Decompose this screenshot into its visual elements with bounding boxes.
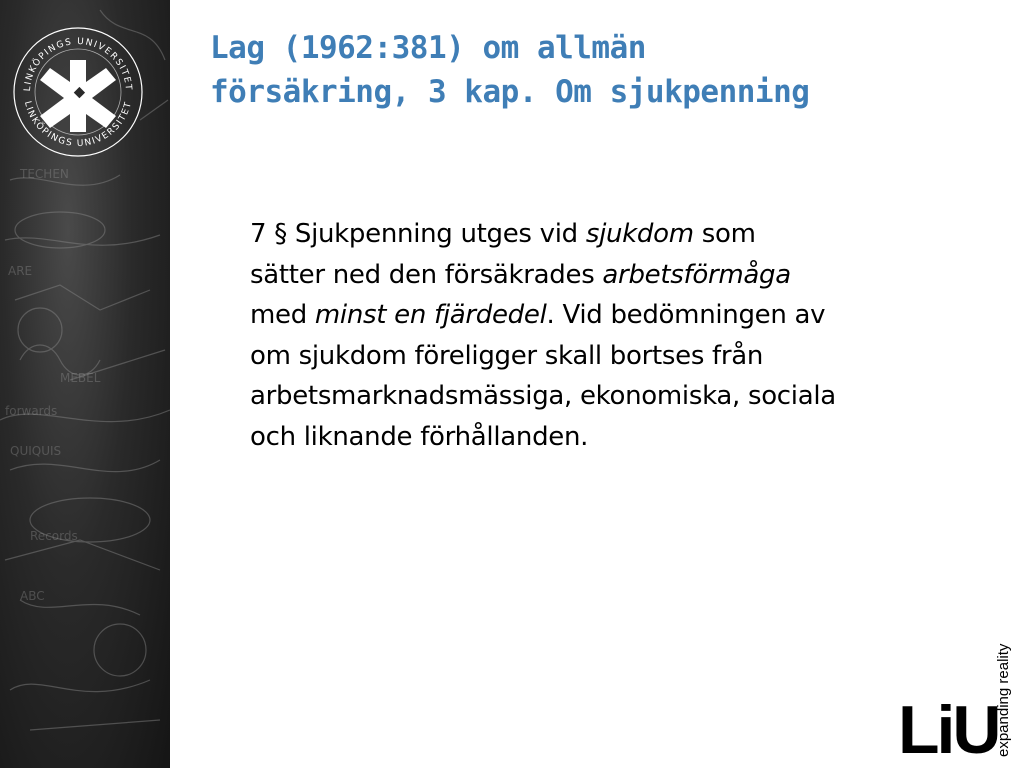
paragraph-line: om sjukdom föreligger skall bortses från — [250, 340, 764, 371]
paragraph-line — [250, 214, 970, 255]
emphasis-text: minst en fjärdedel — [314, 300, 547, 330]
chalk-text: TECHEN — [20, 167, 69, 181]
paragraph-line — [250, 295, 970, 336]
text-run: som — [693, 219, 756, 249]
emphasis-text: sjukdom — [585, 219, 694, 249]
seal-text-bottom: LINKÖPINGS UNIVERSITET — [21, 100, 135, 150]
title-line-1: Lag (1962:381) om allmän — [210, 30, 646, 66]
chalk-text: Records — [30, 529, 78, 543]
chalk-text: MEBEL — [60, 371, 101, 385]
decorative-sidebar — [0, 0, 170, 768]
chalk-text: ABC — [20, 589, 45, 603]
emphasis-text: arbetsförmåga — [602, 259, 791, 290]
seal-text-top: LINKÖPINGS UNIVERSITET — [22, 36, 134, 92]
text-run: sätter ned den försäkrades — [250, 259, 603, 290]
title-line-2: försäkring, 3 kap. Om sjukpenning — [210, 74, 810, 110]
university-seal-icon — [8, 22, 148, 162]
chalk-text: ARE — [8, 264, 33, 278]
logo-wordmark: LiU — [898, 692, 999, 765]
text-run: 7 § Sjukpenning utges vid — [250, 219, 586, 249]
text-run: . Vid bedömningen av — [546, 300, 826, 330]
slide-title — [210, 26, 970, 114]
chalk-text: forwards — [5, 404, 58, 418]
paragraph-line: och liknande förhållanden. — [250, 421, 589, 452]
paragraph-line — [250, 255, 970, 296]
chalk-text: QUIQUIS — [10, 444, 62, 458]
text-run: med — [250, 300, 315, 330]
paragraph-line: arbetsmarknadsmässiga, ekonomiska, sociala — [250, 381, 836, 411]
logo-tagline: expanding reality — [995, 643, 1012, 757]
liu-logo-icon — [890, 615, 1020, 765]
law-paragraph — [250, 214, 970, 457]
